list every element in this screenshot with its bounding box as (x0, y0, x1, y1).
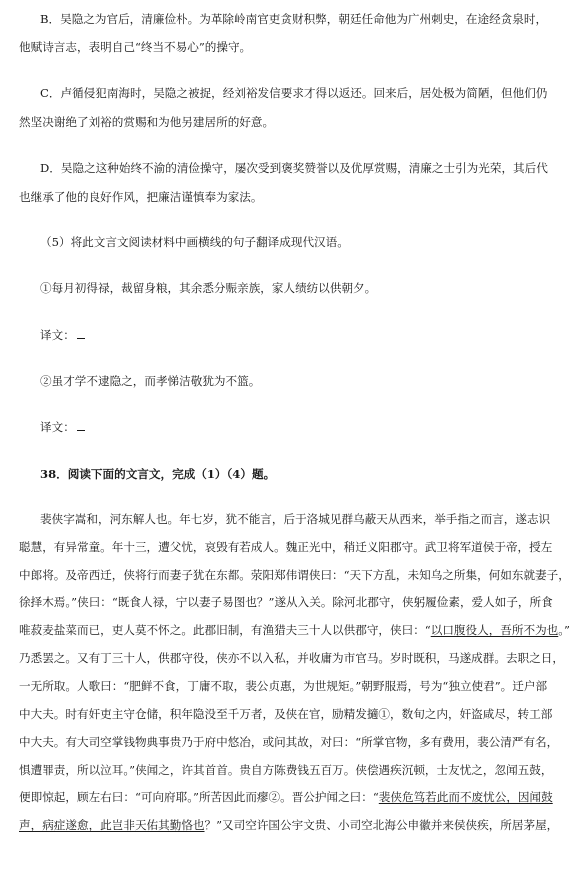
underlined-sentence: 声，病症遂愈，此岂非天佑其勤恪也 (19, 818, 205, 832)
answer-blank[interactable] (77, 419, 85, 431)
passage-text: 。” (558, 623, 570, 637)
underlined-sentence: 以口腹役人，吾所不为也 (430, 623, 559, 637)
passage-text: 便即惊起，顾左右曰：“可向府耶。”所苦因此而瘳②。晋公护闻之曰：“ (19, 790, 379, 804)
passage-text: 乃悉罢之。又有丁三十人，供郡守役，侠亦不以入私，并收庸为市官马。岁时既积，马遂成群。去职之日， (19, 651, 564, 665)
answer-blank[interactable] (77, 327, 85, 339)
passage-text: 裴侠字嵩和，河东解人也。年七岁，犹不能言，后于洛城见群乌蔽天从西来，举手指之而言，遂志识 (40, 512, 551, 526)
passage-text: 唯菽麦盐菜而已，吏人莫不怀之。此郡旧制，有渔猎夫三十人以供郡守，侠曰：“ (19, 623, 431, 637)
passage-text: 聪慧，有异常童。年十三，遭父忧，哀毁有若成人。魏正光中，稍迁义阳郡守。武卫将军道侯于帝，授左 (19, 540, 553, 554)
passage-text: 中大夫。有大司空掌钱物典事贵乃于府中悠冶，或问其故，对曰：“所掌官物，多有费用，裴公清严有名， (19, 735, 559, 749)
underlined-sentence: 裴侠危笃若此而不废忧公，因闻鼓 (378, 790, 553, 804)
translation-label: 译文： (40, 420, 75, 434)
passage-text: 中郎将。及帝西迁，侠将行而妻子犹在东都。荥阳郑伟谓侠曰：“天下方乱，未知乌之所集，何如东就妻子， (19, 568, 570, 582)
passage-text: 中大夫。时有奸吏主守仓储，积年隐没至千万者，及侠在官，励精发擿①，数旬之内，奸盗咸尽，转工部 (19, 707, 553, 721)
passage-text: ？”又司空许国公宇文贵、小司空北海公申徽并来侯侠疾，所居茅屋， (204, 818, 559, 832)
translation-label: 译文： (40, 328, 75, 342)
passage-text: 一无所取。人歌曰：“肥鲜不食，丁庸不取，裴公贞惠，为世规矩。”朝野服焉，号为“独立使君”。迁户部 (19, 679, 548, 693)
passage-text: 惧遭罪责，所以泣耳。”侠闻之，许其首首。贵自方陈费钱五百万。侠偿遇疾沉顿，士友忧之，忽闻五鼓， (19, 763, 553, 777)
passage-text: 徐择木焉。”侠曰：“既食人禄，宁以妻子易图也？”遂从入关。除河北郡守，侠躬履俭素，爱人如子，所食 (19, 595, 553, 609)
